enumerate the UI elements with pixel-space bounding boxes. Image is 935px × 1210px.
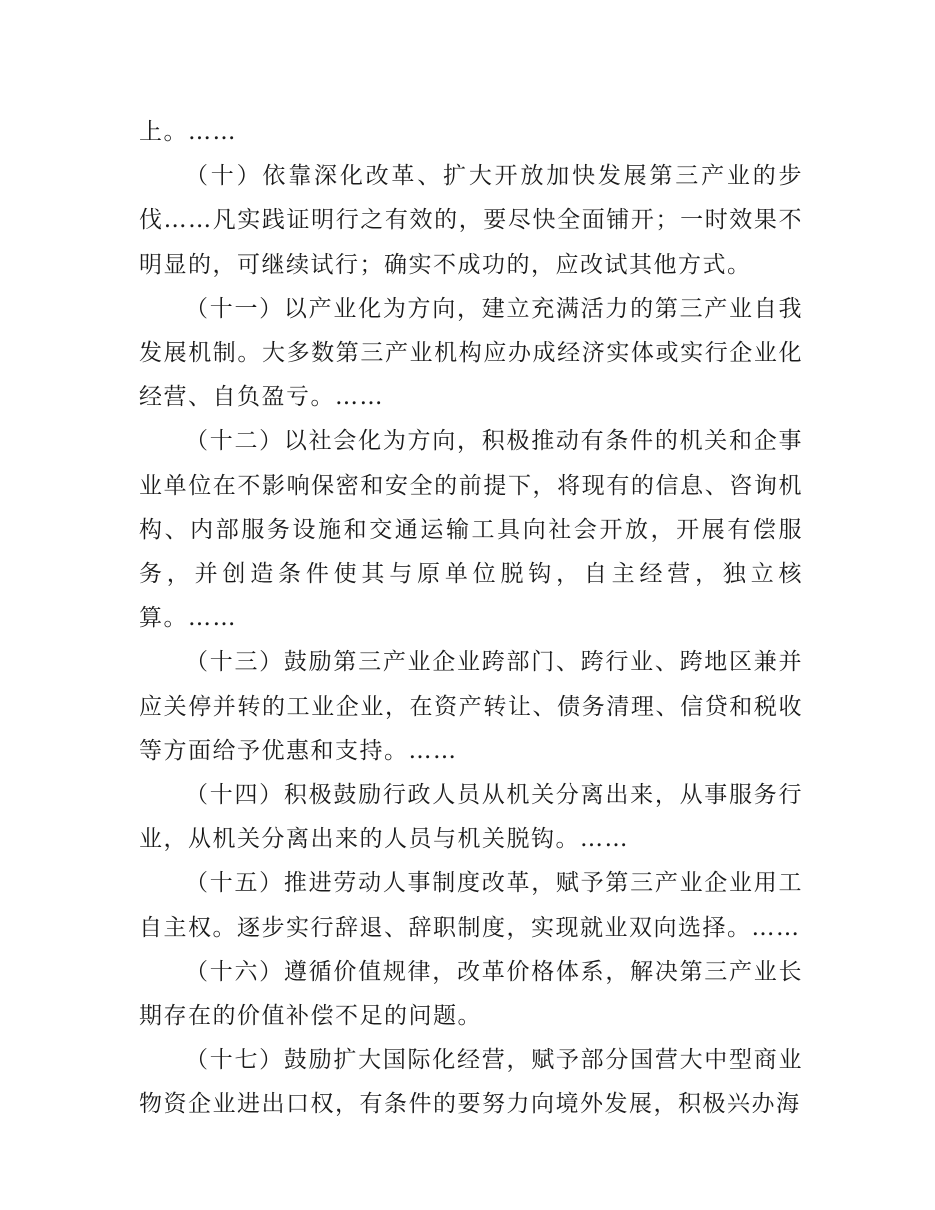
- document-body: [139, 110, 803, 1127]
- paragraph-item-17: （十七）鼓励扩大国际化经营，赋予部分国营大中型商业物资企业进出口权，有条件的要努力向境外发展，积极兴办海: [139, 1047, 803, 1118]
- paragraph-continuation: 上。……: [139, 119, 237, 145]
- paragraph-item-11: （十一）以产业化为方向，建立充满活力的第三产业自我发展机制。大多数第三产业机构应办成经济实体或实行企业化经营、自负盈亏。……: [139, 295, 803, 411]
- paragraph-item-15: （十五）推进劳动人事制度改革，赋予第三产业企业用工自主权。逐步实行辞退、辞职制度，实现就业双向选择。……: [139, 870, 803, 941]
- paragraph-item-12: （十二）以社会化为方向，积极推动有条件的机关和企事业单位在不影响保密和安全的前提下，将现有的信息、咨询机构、内部服务设施和交通运输工具向社会开放，开展有偿服务，并创造条件使其与原单位脱钩，自主经营，独立核算。……: [139, 428, 803, 632]
- paragraph-item-16: （十六）遵循价值规律，改革价格体系，解决第三产业长期存在的价值补偿不足的问题。: [139, 958, 803, 1030]
- paragraph-item-13: （十三）鼓励第三产业企业跨部门、跨行业、跨地区兼并应关停并转的工业企业，在资产转让、债务清理、信贷和税收等方面给予优惠和支持。……: [139, 649, 803, 764]
- paragraph-item-10: （十）依靠深化改革、扩大开放加快发展第三产业的步伐……凡实践证明行之有效的，要尽快全面铺开；一时效果不明显的，可继续试行；确实不成功的，应改试其他方式。: [139, 163, 803, 278]
- paragraph-item-14: （十四）积极鼓励行政人员从机关分离出来，从事服务行业，从机关分离出来的人员与机关脱钩。……: [139, 782, 803, 853]
